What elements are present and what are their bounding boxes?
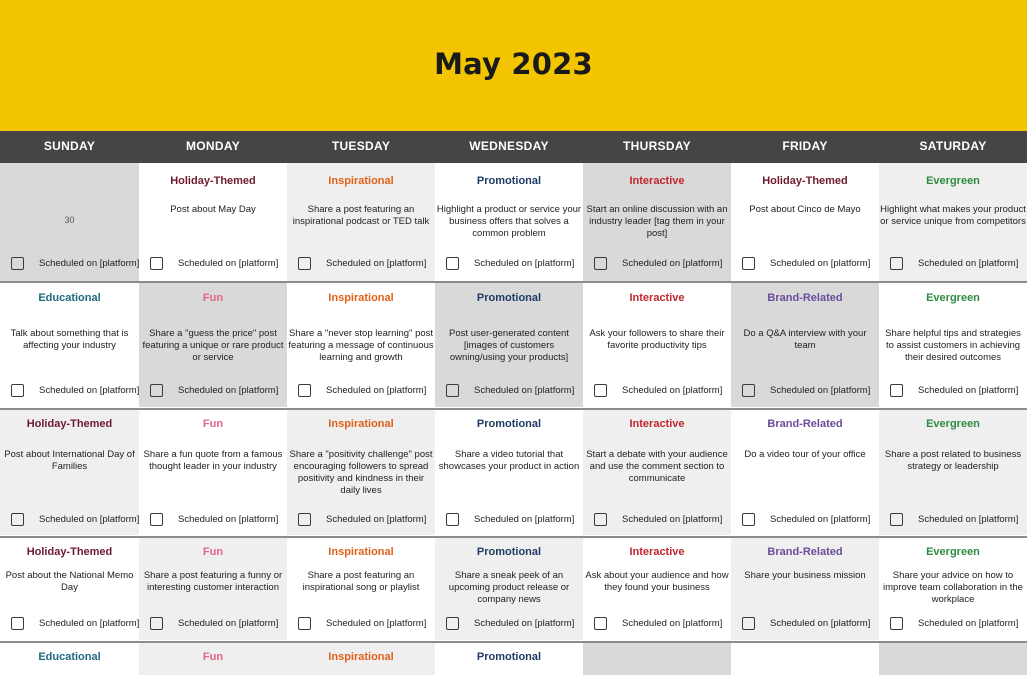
scheduled-checkbox[interactable] — [742, 513, 755, 526]
post-idea-text: Share a post related to business strategy or leadership — [884, 449, 1022, 472]
day-cell-friday[interactable] — [731, 409, 879, 535]
day-cell-monday[interactable] — [139, 409, 287, 535]
scheduled-checkbox[interactable] — [298, 513, 311, 526]
scheduled-row — [583, 384, 731, 398]
scheduled-label: Scheduled on [platform] — [326, 385, 427, 396]
scheduled-label: Scheduled on [platform] — [918, 258, 1019, 269]
post-idea-text: Start an online discussion with an industry leader [tag them in your post] — [586, 204, 728, 239]
scheduled-label: Scheduled on [platform] — [474, 385, 575, 396]
scheduled-row — [879, 513, 1027, 527]
scheduled-row — [287, 257, 435, 271]
post-idea-text: Share your business mission — [744, 570, 866, 581]
scheduled-checkbox[interactable] — [742, 617, 755, 630]
category-label: Promotional — [476, 418, 542, 430]
post-idea-text: Share a fun quote from a famous thought leader in your industry — [143, 449, 283, 472]
category-label: Holiday-Themed — [170, 175, 256, 187]
category-label: Holiday-Themed — [26, 418, 113, 430]
scheduled-checkbox[interactable] — [150, 617, 163, 630]
scheduled-row — [435, 513, 583, 527]
day-cell-monday[interactable] — [139, 537, 287, 640]
week-row — [0, 282, 1027, 407]
day-cell-monday[interactable] — [139, 163, 287, 281]
day-cell-tuesday[interactable] — [287, 163, 435, 281]
day-cell-monday[interactable] — [139, 282, 287, 407]
post-idea-text: Post user-generated content [images of customers owning/using your products] — [449, 328, 569, 363]
scheduled-checkbox[interactable] — [890, 617, 903, 630]
day-cell-saturday[interactable] — [879, 282, 1027, 407]
post-idea-text: Do a Q&A interview with your team — [743, 328, 867, 351]
page-title: May 2023 — [434, 47, 593, 81]
scheduled-row — [435, 617, 583, 631]
category-label: Interactive — [629, 546, 685, 558]
category-label: Evergreen — [926, 546, 980, 558]
category-label: Evergreen — [926, 418, 980, 430]
weekday-tuesday: TUESDAY — [331, 139, 391, 153]
scheduled-checkbox[interactable] — [298, 617, 311, 630]
scheduled-label: Scheduled on [platform] — [622, 385, 723, 396]
day-number: 30 — [64, 215, 75, 225]
category-label: Brand-Related — [767, 292, 843, 304]
scheduled-checkbox[interactable] — [890, 384, 903, 397]
scheduled-checkbox[interactable] — [742, 257, 755, 270]
post-idea-text: Do a video tour of your office — [744, 449, 866, 460]
post-idea-text: Talk about something that is affecting your industry — [10, 328, 129, 351]
scheduled-label: Scheduled on [platform] — [474, 258, 575, 269]
post-idea-text: Share a sneak peek of an upcoming product release or company news — [448, 570, 570, 605]
scheduled-label: Scheduled on [platform] — [178, 385, 279, 396]
scheduled-row — [0, 384, 139, 398]
post-idea-text: Share a "positivity challenge" post encouraging followers to spread positivity and kindness in their daily lives — [289, 449, 433, 496]
scheduled-checkbox[interactable] — [594, 617, 607, 630]
scheduled-label: Scheduled on [platform] — [622, 514, 723, 525]
day-cell-sunday[interactable] — [0, 282, 139, 407]
scheduled-checkbox[interactable] — [298, 257, 311, 270]
day-cell-thursday[interactable] — [583, 163, 731, 281]
day-cell-saturday[interactable] — [879, 537, 1027, 640]
scheduled-checkbox[interactable] — [594, 384, 607, 397]
day-cell-tuesday[interactable] — [287, 282, 435, 407]
scheduled-label: Scheduled on [platform] — [39, 258, 139, 269]
scheduled-checkbox[interactable] — [298, 384, 311, 397]
scheduled-row — [583, 257, 731, 271]
post-idea-text: Post about the National Memo Day — [5, 570, 134, 593]
day-cell-friday[interactable] — [731, 642, 879, 675]
category-label: Interactive — [629, 175, 685, 187]
category-label: Educational — [38, 292, 101, 304]
day-cell-friday[interactable] — [731, 537, 879, 640]
day-cell-wednesday[interactable] — [435, 409, 583, 535]
post-idea-text: Share a "never stop learning" post featuring a message of continuous learning and growth — [288, 328, 434, 363]
week-divider — [0, 281, 1027, 283]
scheduled-label: Scheduled on [platform] — [474, 514, 575, 525]
weekday-wednesday: WEDNESDAY — [469, 139, 549, 153]
scheduled-label: Scheduled on [platform] — [39, 514, 139, 525]
post-idea-text: Share helpful tips and strategies to assist customers in achieving their desired outcomes — [885, 328, 1021, 363]
category-label: Evergreen — [926, 175, 980, 187]
post-idea-text: Ask your followers to share their favorite productivity tips — [589, 328, 725, 351]
scheduled-row — [287, 513, 435, 527]
scheduled-checkbox[interactable] — [11, 513, 24, 526]
week-row — [0, 642, 1027, 675]
scheduled-row — [0, 513, 139, 527]
scheduled-label: Scheduled on [platform] — [474, 618, 575, 629]
weekday-monday: MONDAY — [185, 139, 241, 153]
post-idea-text: Post about May Day — [170, 204, 256, 215]
day-cell-wednesday[interactable] — [435, 163, 583, 281]
scheduled-row — [583, 617, 731, 631]
scheduled-label: Scheduled on [platform] — [622, 618, 723, 629]
post-idea-text: Share a video tutorial that showcases your product in action — [438, 449, 580, 472]
scheduled-label: Scheduled on [platform] — [326, 514, 427, 525]
category-label: Inspirational — [328, 175, 394, 187]
title-banner — [0, 0, 1027, 131]
scheduled-label: Scheduled on [platform] — [770, 618, 871, 629]
scheduled-checkbox[interactable] — [11, 257, 24, 270]
post-idea-text: Share your advice on how to improve team collaboration in the workplace — [883, 570, 1023, 605]
scheduled-label: Scheduled on [platform] — [326, 618, 427, 629]
category-label: Inspirational — [328, 546, 394, 558]
scheduled-label: Scheduled on [platform] — [770, 514, 871, 525]
day-cell-tuesday[interactable] — [287, 409, 435, 535]
day-cell-sunday[interactable] — [0, 409, 139, 535]
scheduled-label: Scheduled on [platform] — [918, 618, 1019, 629]
scheduled-label: Scheduled on [platform] — [918, 385, 1019, 396]
day-cell-tuesday[interactable] — [287, 642, 435, 675]
scheduled-row — [879, 257, 1027, 271]
week-divider — [0, 641, 1027, 643]
category-label: Promotional — [476, 175, 542, 187]
scheduled-row — [0, 257, 139, 271]
post-idea-text: Post about Cinco de Mayo — [749, 204, 861, 215]
scheduled-checkbox[interactable] — [150, 513, 163, 526]
scheduled-label: Scheduled on [platform] — [178, 514, 279, 525]
day-cell-saturday[interactable] — [879, 409, 1027, 535]
scheduled-row — [583, 513, 731, 527]
scheduled-checkbox[interactable] — [11, 384, 24, 397]
category-label: Fun — [202, 418, 224, 430]
scheduled-label: Scheduled on [platform] — [770, 258, 871, 269]
week-row — [0, 163, 1027, 281]
scheduled-label: Scheduled on [platform] — [770, 385, 871, 396]
scheduled-row — [435, 257, 583, 271]
day-cell-thursday[interactable] — [583, 642, 731, 675]
scheduled-checkbox[interactable] — [11, 617, 24, 630]
scheduled-checkbox[interactable] — [890, 257, 903, 270]
category-label: Inspirational — [328, 418, 394, 430]
day-cell-wednesday[interactable] — [435, 282, 583, 407]
category-label: Promotional — [476, 292, 542, 304]
category-label: Brand-Related — [767, 546, 843, 558]
day-cell-thursday[interactable] — [583, 537, 731, 640]
scheduled-label: Scheduled on [platform] — [178, 258, 279, 269]
day-cell-sunday[interactable] — [0, 537, 139, 640]
scheduled-label: Scheduled on [platform] — [39, 385, 139, 396]
category-label: Brand-Related — [767, 418, 843, 430]
day-cell-saturday[interactable] — [879, 163, 1027, 281]
scheduled-row — [731, 513, 879, 527]
scheduled-checkbox[interactable] — [446, 513, 459, 526]
scheduled-label: Scheduled on [platform] — [178, 618, 279, 629]
scheduled-row — [435, 384, 583, 398]
day-cell-thursday[interactable] — [583, 409, 731, 535]
scheduled-row — [731, 617, 879, 631]
scheduled-row — [731, 384, 879, 398]
post-idea-text: Start a debate with your audience and use the comment section to communicate — [586, 449, 728, 484]
category-label: Fun — [202, 292, 224, 304]
week-row — [0, 537, 1027, 640]
category-label: Interactive — [629, 418, 685, 430]
day-cell-sunday[interactable] — [0, 642, 139, 675]
day-cell-wednesday[interactable] — [435, 537, 583, 640]
scheduled-row — [287, 384, 435, 398]
scheduled-row — [0, 617, 139, 631]
post-idea-text: Ask about your audience and how they found your business — [585, 570, 729, 593]
scheduled-row — [287, 617, 435, 631]
post-idea-text: Share a post featuring an inspirational podcast or TED talk — [292, 204, 430, 227]
scheduled-checkbox[interactable] — [594, 257, 607, 270]
post-idea-text: Share a post featuring an inspirational song or playlist — [302, 570, 420, 593]
scheduled-checkbox[interactable] — [446, 384, 459, 397]
day-cell-saturday[interactable] — [879, 642, 1027, 675]
post-idea-text: Post about International Day of Families — [4, 449, 135, 472]
category-label: Fun — [202, 546, 224, 558]
day-cell-sunday[interactable] — [0, 163, 139, 281]
post-idea-text: Share a "guess the price" post featuring a unique or rare product or service — [142, 328, 284, 363]
scheduled-checkbox[interactable] — [742, 384, 755, 397]
scheduled-label: Scheduled on [platform] — [326, 258, 427, 269]
day-cell-wednesday[interactable] — [435, 642, 583, 675]
scheduled-checkbox[interactable] — [594, 513, 607, 526]
scheduled-row — [139, 257, 287, 271]
scheduled-checkbox[interactable] — [890, 513, 903, 526]
weekday-thursday: THURSDAY — [623, 139, 691, 153]
category-label: Holiday-Themed — [762, 175, 848, 187]
scheduled-row — [139, 617, 287, 631]
weekday-friday: FRIDAY — [782, 139, 828, 153]
scheduled-checkbox[interactable] — [150, 257, 163, 270]
category-label: Promotional — [476, 651, 542, 663]
post-idea-text: Highlight a product or service your business offers that solves a common problem — [436, 204, 582, 239]
scheduled-row — [879, 384, 1027, 398]
weekday-header-row — [0, 131, 1027, 163]
post-idea-text: Highlight what makes your product or service unique from competitors — [880, 204, 1026, 227]
scheduled-checkbox[interactable] — [446, 617, 459, 630]
scheduled-checkbox[interactable] — [150, 384, 163, 397]
scheduled-checkbox[interactable] — [446, 257, 459, 270]
category-label: Inspirational — [328, 292, 394, 304]
scheduled-row — [731, 257, 879, 271]
post-idea-text: Share a post featuring a funny or interesting customer interaction — [143, 570, 283, 593]
weekday-sunday: SUNDAY — [43, 139, 96, 153]
week-divider — [0, 536, 1027, 538]
category-label: Promotional — [476, 546, 542, 558]
category-label: Fun — [202, 651, 224, 663]
weekday-saturday: SATURDAY — [919, 139, 987, 153]
scheduled-label: Scheduled on [platform] — [918, 514, 1019, 525]
day-cell-monday[interactable] — [139, 642, 287, 675]
scheduled-label: Scheduled on [platform] — [622, 258, 723, 269]
category-label: Educational — [38, 651, 101, 663]
week-row — [0, 409, 1027, 535]
scheduled-row — [879, 617, 1027, 631]
week-divider — [0, 408, 1027, 410]
category-label: Inspirational — [328, 651, 394, 663]
day-cell-friday[interactable] — [731, 163, 879, 281]
category-label: Interactive — [629, 292, 685, 304]
day-cell-friday[interactable] — [731, 282, 879, 407]
day-cell-thursday[interactable] — [583, 282, 731, 407]
category-label: Holiday-Themed — [26, 546, 113, 558]
category-label: Evergreen — [926, 292, 980, 304]
scheduled-label: Scheduled on [platform] — [39, 618, 139, 629]
scheduled-row — [139, 513, 287, 527]
scheduled-row — [139, 384, 287, 398]
day-cell-tuesday[interactable] — [287, 537, 435, 640]
